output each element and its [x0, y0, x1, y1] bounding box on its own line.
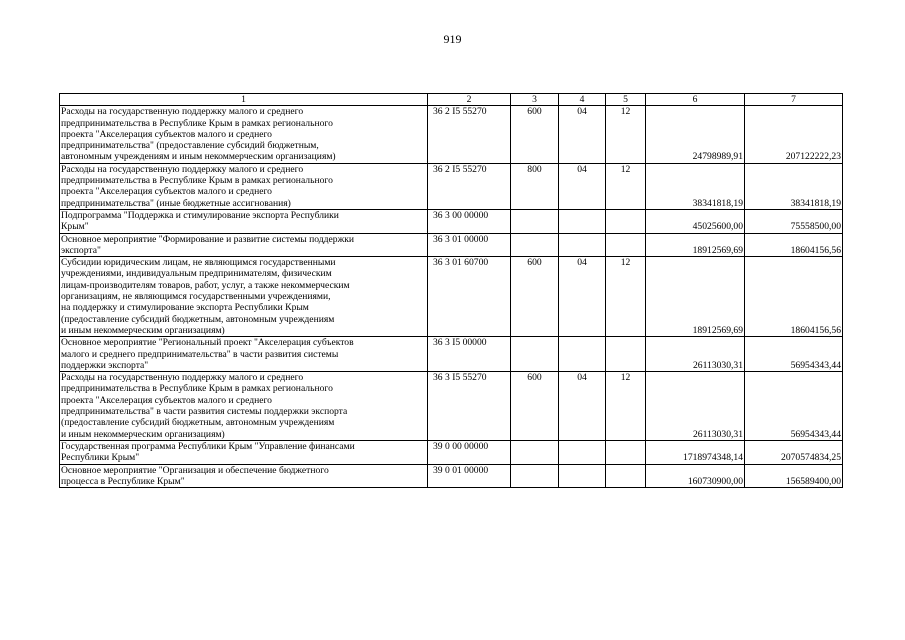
row-col6-amount: 1718974348,14: [646, 440, 745, 464]
budget-table: [59, 93, 843, 488]
row-code-cell: 36 2 I5 55270: [428, 106, 511, 163]
row-col3-cell: [511, 337, 559, 372]
row-col3-cell: [511, 440, 559, 464]
row-col3-cell: 800: [511, 163, 559, 209]
row-col7-amount: 56954343,44: [745, 372, 843, 441]
row-col5-cell: 12: [606, 257, 646, 337]
row-col5-cell: [606, 440, 646, 464]
row-col4-cell: [559, 337, 606, 372]
row-col7-amount: 75558500,00: [745, 209, 843, 233]
table-row: [60, 257, 843, 337]
row-col5-cell: 12: [606, 163, 646, 209]
row-col7-amount: 18604156,56: [745, 257, 843, 337]
row-code-cell: 39 0 00 00000: [428, 440, 511, 464]
row-name-cell: Расходы на государственную поддержку малого и среднего предпринимательства в Республике Крым в рамках регионального проекта "Акселерация субъектов малого и среднего предпринимательства" (иные бюджетные ассигнования): [60, 163, 428, 209]
row-col5-cell: 12: [606, 372, 646, 441]
row-col4-cell: 04: [559, 257, 606, 337]
row-code-cell: 36 3 I5 55270: [428, 372, 511, 441]
header-cell: 3: [511, 94, 559, 106]
table-row: [60, 464, 843, 488]
header-cell: 5: [606, 94, 646, 106]
row-name-cell: Государственная программа Республики Крым "Управление финансами Республики Крым": [60, 440, 428, 464]
row-col7-amount: 56954343,44: [745, 337, 843, 372]
row-col3-cell: [511, 464, 559, 488]
row-code-cell: 36 3 00 00000: [428, 209, 511, 233]
header-cell: 7: [745, 94, 843, 106]
table-row: [60, 233, 843, 257]
row-col3-cell: [511, 233, 559, 257]
row-col6-amount: 26113030,31: [646, 372, 745, 441]
row-col6-amount: 18912569,69: [646, 233, 745, 257]
row-name-cell: Подпрограмма "Поддержка и стимулирование экспорта Республики Крым": [60, 209, 428, 233]
header-cell: 6: [646, 94, 745, 106]
row-col5-cell: [606, 209, 646, 233]
row-col5-cell: [606, 233, 646, 257]
row-col4-cell: [559, 233, 606, 257]
row-col6-amount: 26113030,31: [646, 337, 745, 372]
page-number: 919: [443, 32, 462, 46]
row-col6-amount: 24798989,91: [646, 106, 745, 163]
row-col4-cell: [559, 440, 606, 464]
row-col4-cell: 04: [559, 372, 606, 441]
row-col7-amount: 38341818,19: [745, 163, 843, 209]
row-col3-cell: 600: [511, 106, 559, 163]
table-row: [60, 209, 843, 233]
header-cell: 1: [60, 94, 428, 106]
row-name-cell: Расходы на государственную поддержку малого и среднего предпринимательства в Республике Крым в рамках регионального проекта "Акселерация субъектов малого и среднего предпринимательства" в части развития системы поддержки экспорта (предоставление субсидий бюджетным, автономным учреждениям и иным некоммерческим организациям): [60, 372, 428, 441]
row-col4-cell: 04: [559, 163, 606, 209]
row-col5-cell: 12: [606, 106, 646, 163]
row-col5-cell: [606, 464, 646, 488]
row-code-cell: 36 3 01 60700: [428, 257, 511, 337]
row-col6-amount: 45025600,00: [646, 209, 745, 233]
row-col7-amount: 18604156,56: [745, 233, 843, 257]
row-code-cell: 39 0 01 00000: [428, 464, 511, 488]
row-col6-amount: 18912569,69: [646, 257, 745, 337]
row-col4-cell: [559, 209, 606, 233]
row-col3-cell: 600: [511, 372, 559, 441]
row-col3-cell: 600: [511, 257, 559, 337]
row-col6-amount: 160730900,00: [646, 464, 745, 488]
header-row: [60, 94, 843, 106]
row-name-cell: Основное мероприятие "Формирование и развитие системы поддержки экспорта": [60, 233, 428, 257]
header-cell: 2: [428, 94, 511, 106]
row-col7-amount: 2070574834,25: [745, 440, 843, 464]
row-col5-cell: [606, 337, 646, 372]
row-name-cell: Расходы на государственную поддержку малого и среднего предпринимательства в Республике Крым в рамках регионального проекта "Акселерация субъектов малого и среднего предпринимательства" (предоставление субсидий бюджетным, автономным учреждениям и иным некоммерческим организациям): [60, 106, 428, 163]
row-col3-cell: [511, 209, 559, 233]
row-name-cell: Основное мероприятие "Организация и обеспечение бюджетного процесса в Республике Крым": [60, 464, 428, 488]
row-name-cell: Основное мероприятие "Региональный проект "Акселерация субъектов малого и среднего предпринимательства" в части развития системы поддержки экспорта": [60, 337, 428, 372]
row-code-cell: 36 3 01 00000: [428, 233, 511, 257]
row-col7-amount: 207122222,23: [745, 106, 843, 163]
table-row: [60, 440, 843, 464]
row-code-cell: 36 3 I5 00000: [428, 337, 511, 372]
table-row: [60, 163, 843, 209]
table-row: [60, 337, 843, 372]
row-name-cell: Субсидии юридическим лицам, не являющимся государственными учреждениями, индивидуальным предпринимателям, физическим лицам-производителям товаров, работ, услуг, а также некоммерческим организациям, не являющимся государственными учреждениями, на поддержку и стимулирование экспорта Республики Крым (предоставление субсидий бюджетным, автономным учреждениям и иным некоммерческим организациям): [60, 257, 428, 337]
header-cell: 4: [559, 94, 606, 106]
table-row: [60, 372, 843, 441]
row-col7-amount: 156589400,00: [745, 464, 843, 488]
table-row: [60, 106, 843, 163]
row-code-cell: 36 2 I5 55270: [428, 163, 511, 209]
row-col6-amount: 38341818,19: [646, 163, 745, 209]
row-col4-cell: [559, 464, 606, 488]
row-col4-cell: 04: [559, 106, 606, 163]
